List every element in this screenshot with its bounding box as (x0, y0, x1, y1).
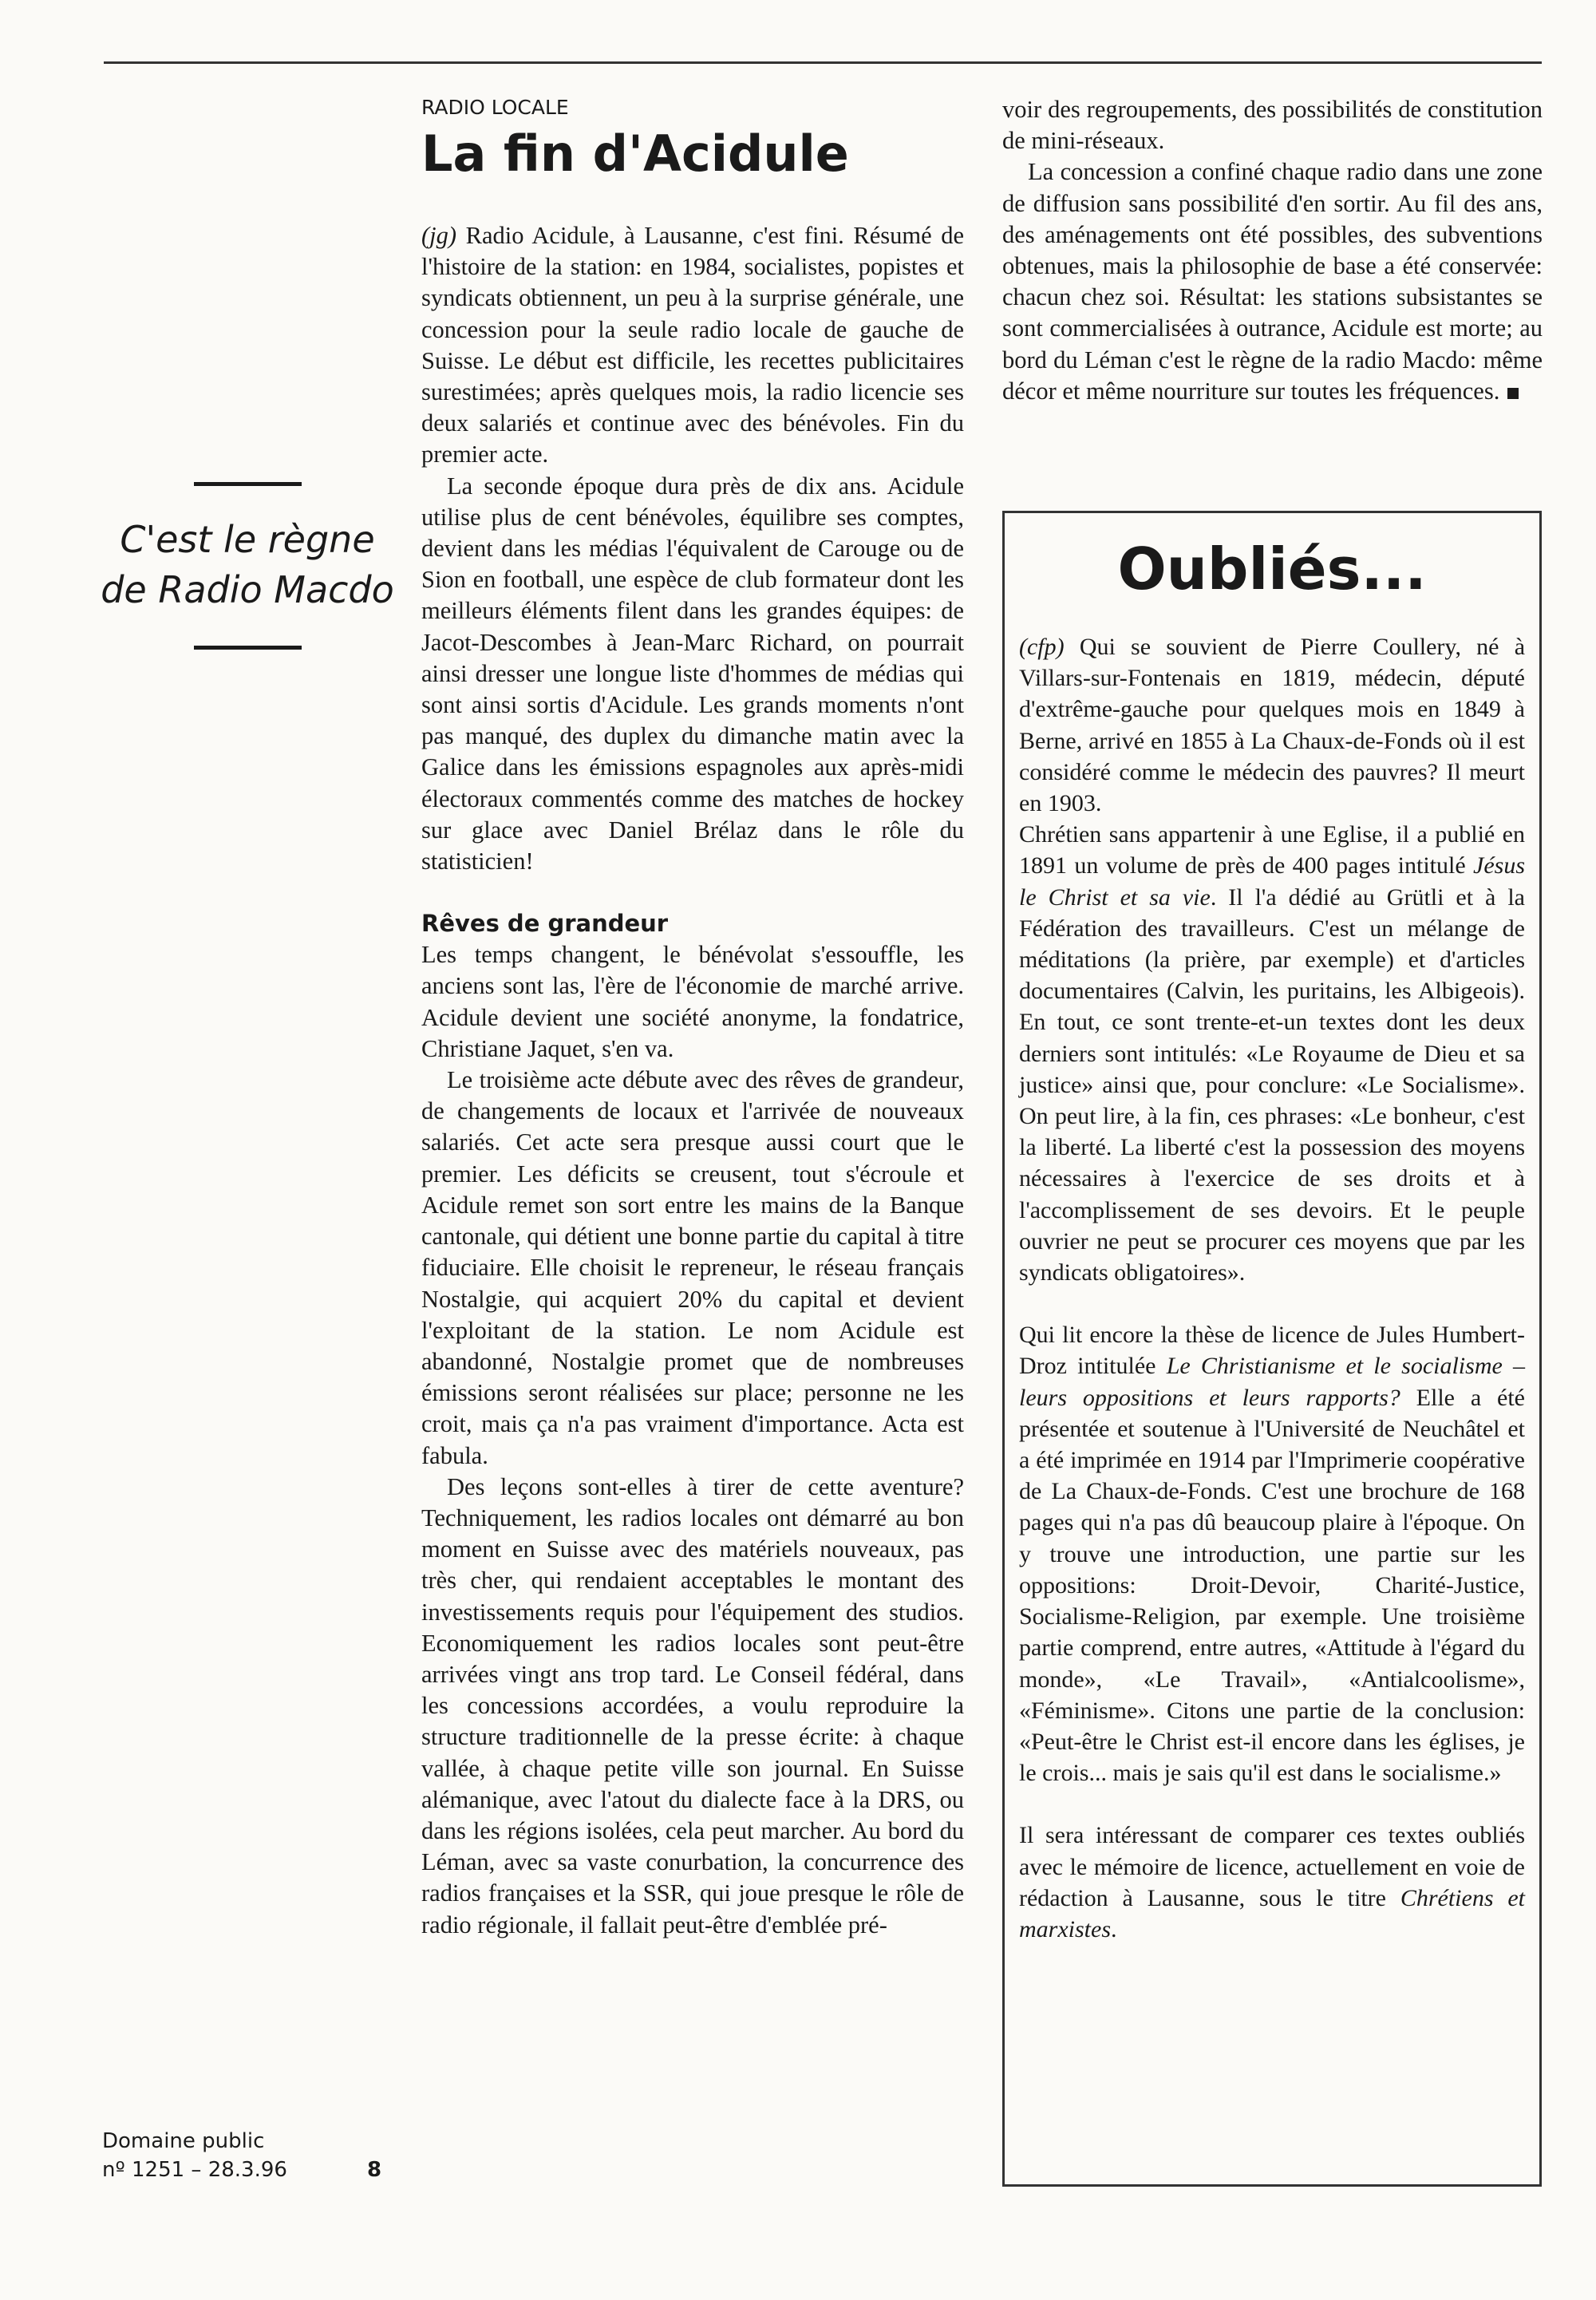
sidebar-paragraph-3 (1019, 1319, 1525, 1788)
sidebar-paragraph-2-b: . Il l'a dédié au Grütli et à la Fédération des travailleurs. C'est un mélange de méditations (la prière, par exemple) et d'articles documentaires (Calvin, les puritains, les Albigeois). En tout, ce sont trente-et-un textes dont les deux derniers sont intitulés: «Le Royaume de Dieu et sa justice» ainsi que, pour conclure: «Le Socialisme». On peut lire, à la fin, ces phrases: «Le bonheur, c'est la liberté. La liberté c'est la possession des moyens nécessaires à l'exercice de ses droits et à l'accomplissement de ses devoirs. Et le peuple ouvrier ne peut se procurer ces moyens que par les syndicats obligatoires». (1019, 883, 1525, 1286)
pull-quote (96, 482, 399, 650)
sidebar-box (1002, 511, 1542, 2187)
top-rule (104, 61, 1542, 64)
article-kicker: RADIO LOCALE (421, 96, 569, 119)
pull-quote-text: C'est le règne de Radio Macdo (101, 518, 394, 611)
end-mark-icon (1507, 388, 1519, 399)
article-paragraph-4: Le troisième acte débute avec des rêves de grandeur, de changements de locaux et l'arrivée de nouveaux salariés. Cet acte sera presque aussi court que le premier. Les déficits se creusent, tout s'écroule et Acidule remet son sort entre les mains de la Banque cantonale, qui détient une bonne partie du capital à titre fiduciaire. Elle choisit le repreneur, le réseau français Nostalgie, qui acquiert 20% du capital et devient l'exploitant de la station. Le nom Acidule est abandonné, Nostalgie promet que de nombreuses émissions seront réalisées sur place; personne ne les croit, mais ça n'a pas vraiment d'importance. Acta est fabula. (421, 1066, 964, 1469)
article-paragraph-2: La seconde époque dura près de dix ans. Acidule utilise plus de cent bénévoles, équilibre ses comptes, devient dans les médias l'équivalent de Carouge ou de Sion en football, une espèce de club formateur dont les meilleurs éléments filent dans les grandes équipes: de Jacot-Descombes à Jean-Marc Richard, on pourrait ainsi dresser une longue liste d'hommes de médias qui sont ainsi sortis d'Acidule. Les grands moments n'ont pas manqué, des duplex du dimanche matin avec la Galice dans les émissions espagnoles aux après-midi électoraux commentés comme des matches de hockey sur glace avec Daniel Brélaz dans le rôle du statisticien! (421, 472, 964, 875)
thesis-title-humbert-droz: Le Christianisme et le socialisme – leurs oppositions et leurs rapports? (1019, 1353, 1525, 1411)
article-paragraph-1-text: Radio Acidule, à Lausanne, c'est fini. Résumé de l'histoire de la station: en 1984, socialistes, popistes et syndicats obtiennent, un peu à la surprise générale, une concession pour la seule radio locale de gauche de Suisse. Le début est difficile, les recettes publicitaires surestimées; après quelques mois, la radio licencie ses deux salariés et continue avec des bénévoles. Fin du premier acte. (421, 222, 965, 468)
page-footer (102, 2127, 389, 2184)
article-headline: La fin d'Acidule (421, 124, 849, 183)
sidebar-paragraph-2 (1019, 819, 1525, 1288)
pull-quote-rule-top (194, 482, 302, 486)
sidebar-paragraph-1 (1019, 631, 1525, 819)
article-column (421, 94, 964, 1941)
author-initials: (jg) (421, 222, 457, 249)
pull-quote-rule-bottom (194, 646, 302, 650)
sidebar-paragraph-3-b: Elle a été présentée et soutenue à l'Université de Neuchâtel et a été imprimée en 1914 par l'Imprimerie coopérative de La Chaux-de-Fonds. C'est une brochure de 168 pages qui n'a pas dû beaucoup plaire à l'époque. On y trouve une introduction, une partie sur les oppositions: Droit-Devoir, Charité-Justice, Socialisme-Religion, par exemple. Une troisième partie comprend, entre autres, «Attitude à l'égard du monde», «Le Travail», «Antialcoolisme», «Féminisme». Citons une partie de la conclusion: «Peut-être le Christ est-il encore dans les églises, je le crois... mais je sais qu'il est dans le socialisme.» (1019, 1384, 1525, 1787)
article-continuation (1002, 94, 1543, 407)
sidebar-paragraph-4 (1019, 1820, 1525, 1945)
sidebar-paragraph-4-b: . (1111, 1915, 1117, 1942)
article-paragraph-1 (421, 220, 964, 471)
page-number: 8 (367, 2158, 382, 2182)
sidebar-title: Oubliés... (1117, 535, 1427, 603)
sidebar-paragraph-2-a: Chrétien sans appartenir à une Eglise, il a publié en 1891 un volume de près de 400 pages intitulé (1019, 821, 1525, 879)
issue-date: nº 1251 – 28.3.96 (102, 2158, 287, 2182)
thesis-title-lausanne: Chrétiens et marxistes (1019, 1884, 1525, 1942)
book-title-coullery: Jésus le Christ et sa vie (1019, 852, 1526, 911)
sidebar-paragraph-4-a: Il sera intéressant de comparer ces textes oubliés avec le mémoire de licence, actuellement en voie de rédaction à Lausanne, sous le titre (1019, 1822, 1525, 1911)
article-paragraph-7 (1002, 156, 1543, 407)
sidebar-paragraph-3-a: Qui lit encore la thèse de licence de Jules Humbert-Droz intitulée (1019, 1322, 1525, 1380)
sidebar-author-initials: (cfp) (1019, 634, 1065, 660)
article-paragraph-3: Les temps changent, le bénévolat s'essouffle, les anciens sont las, l'ère de l'économie de marché arrive. Acidule devient une société anonyme, la fondatrice, Christiane Jaquet, s'en va. (421, 941, 964, 1062)
article-paragraph-7-text: La concession a confiné chaque radio dans une zone de diffusion sans possibilité d'en sortir. Au fil des ans, des aménagements ont été possibles, des subventions obtenues, mais la philosophie de base a été conservée: chacun chez soi. Résultat: les stations subsistantes se sont commercialisées à outrance, Acidule est morte; au bord du Léman c'est le règne de la radio Macdo: même décor et même nourriture sur toutes les fréquences. (1002, 158, 1543, 405)
article-subhead: Rêves de grandeur (421, 910, 669, 938)
article-paragraph-5: Des leçons sont-elles à tirer de cette aventure? Techniquement, les radios locales ont démarré au bon moment en Suisse avec des matériels nouveaux, pas très cher, qui rendaient acceptables le montant des investissements requis pour l'équipement des studios. Economiquement les radios locales sont peut-être arrivées vingt ans trop tard. Le Conseil fédéral, dans les concessions accordées, a voulu reproduire la structure traditionnelle de la presse écrite: à chaque vallée, à chaque petite ville son journal. En Suisse alémanique, avec l'atout du dialecte face à la DRS, ou dans les régions isolées, cela peut marcher. Au bord du Léman, avec sa vaste conurbation, la concurrence des radios françaises et la SSR, qui joue presque le rôle de radio régionale, il fallait peut-être d'emblée pré- (421, 1472, 964, 1938)
publication-name: Domaine public (102, 2129, 265, 2153)
article-paragraph-6: voir des regroupements, des possibilités de constitution de mini-réseaux. (1002, 96, 1543, 155)
sidebar-paragraph-1-text: Qui se souvient de Pierre Coullery, né à Villars-sur-Fontenais en 1819, médecin, député d'extrême-gauche pour quelques mois en 1849 à Berne, arrivé en 1855 à La Chaux-de-Fonds où il est considéré comme le médecin des pauvres? Il meurt en 1903. (1019, 634, 1526, 817)
